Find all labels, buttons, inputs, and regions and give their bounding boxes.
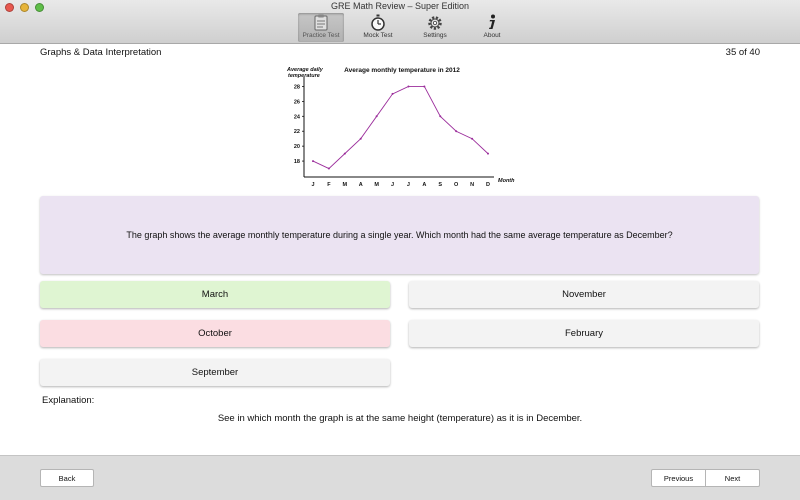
chart-x-tick-label: D [486, 182, 490, 188]
explanation-label: Explanation: [42, 395, 95, 406]
answer-option-november[interactable] [409, 281, 759, 308]
window-toolbar [0, 0, 800, 44]
chart-x-tick-label: A [358, 182, 363, 188]
chart-x-tick-label: A [422, 182, 427, 188]
chart-y-tick-label: 22 [293, 129, 300, 136]
chart-data-point [392, 93, 394, 95]
gear-icon [427, 14, 443, 31]
chart-data-point [328, 168, 330, 170]
chart-y-tick-label: 28 [293, 84, 300, 91]
window-title: GRE Math Review – Super Edition [330, 1, 470, 11]
answer-label: March [201, 289, 229, 300]
explanation-text: See in which month the graph is at the same height (temperature) as it is in December. [217, 413, 583, 424]
toolbar [298, 13, 526, 42]
chart-data-point [376, 115, 378, 117]
answer-label: November [562, 289, 606, 300]
answer-option-september[interactable] [40, 359, 390, 386]
chart-x-tick-label: J [406, 182, 410, 188]
chart-series-line [313, 86, 488, 168]
chart-y-tick-label: 24 [293, 114, 300, 121]
stopwatch-icon [370, 14, 386, 31]
chart-data-point [312, 160, 314, 162]
answer-option-october[interactable] [40, 320, 390, 347]
toolbar-settings[interactable] [412, 13, 458, 42]
question-counter: 35 of 40 [725, 47, 760, 58]
chart-data-point [471, 138, 473, 140]
question-box [40, 196, 759, 274]
chart-y-tick-label: 18 [293, 159, 300, 166]
clipboard-icon [313, 14, 329, 31]
chart-y-axis-label-line2: temperature [288, 73, 320, 79]
toolbar-label: About [483, 32, 501, 39]
chart-data-point [487, 153, 489, 155]
toolbar-mock-test[interactable] [355, 13, 401, 42]
chart-data-point [455, 130, 457, 132]
answer-label: September [191, 367, 239, 378]
chart-x-tick-label: O [454, 182, 459, 188]
chart-x-tick-label: F [327, 182, 331, 188]
chart-data-point [344, 153, 346, 155]
chart-y-tick-label: 26 [293, 99, 300, 106]
chart-x-tick-label: M [374, 182, 379, 188]
chart-title: Average monthly temperature in 2012 [344, 67, 460, 74]
toolbar-label: Practice Test [302, 32, 340, 39]
chart-y-tick-label: 20 [293, 144, 300, 151]
answer-label: October [198, 328, 232, 339]
bottom-navigation-bar [0, 455, 800, 500]
chart-x-tick-label: J [391, 182, 395, 188]
chart-data-point [360, 138, 362, 140]
toolbar-practice-test[interactable] [298, 13, 344, 42]
chart-x-axis-label: Month [498, 178, 515, 184]
chart-data-point [423, 85, 425, 87]
temperature-chart [284, 63, 516, 189]
toolbar-label: Settings [423, 32, 447, 39]
toolbar-about[interactable] [469, 13, 515, 42]
chart-x-tick-label: S [438, 182, 443, 188]
answer-option-february[interactable] [409, 320, 759, 347]
answer-option-march[interactable] [40, 281, 390, 308]
back-button[interactable]: Back [40, 469, 94, 487]
chart-data-point [407, 85, 409, 87]
chart-x-tick-label: M [342, 182, 348, 188]
info-icon [484, 14, 500, 31]
previous-button[interactable]: Previous [651, 469, 706, 487]
section-title: Graphs & Data Interpretation [40, 47, 162, 58]
next-button[interactable]: Next [706, 469, 760, 487]
question-text: The graph shows the average monthly temperature during a single year. Which month had the same average temperature as December? [126, 230, 673, 240]
chart-x-tick-label: N [470, 182, 475, 188]
chart-data-point [439, 115, 441, 117]
answer-label: February [564, 328, 603, 339]
toolbar-label: Mock Test [363, 32, 393, 39]
chart-x-tick-label: J [311, 182, 315, 188]
chart-y-axis-label: Average daily [287, 67, 323, 73]
